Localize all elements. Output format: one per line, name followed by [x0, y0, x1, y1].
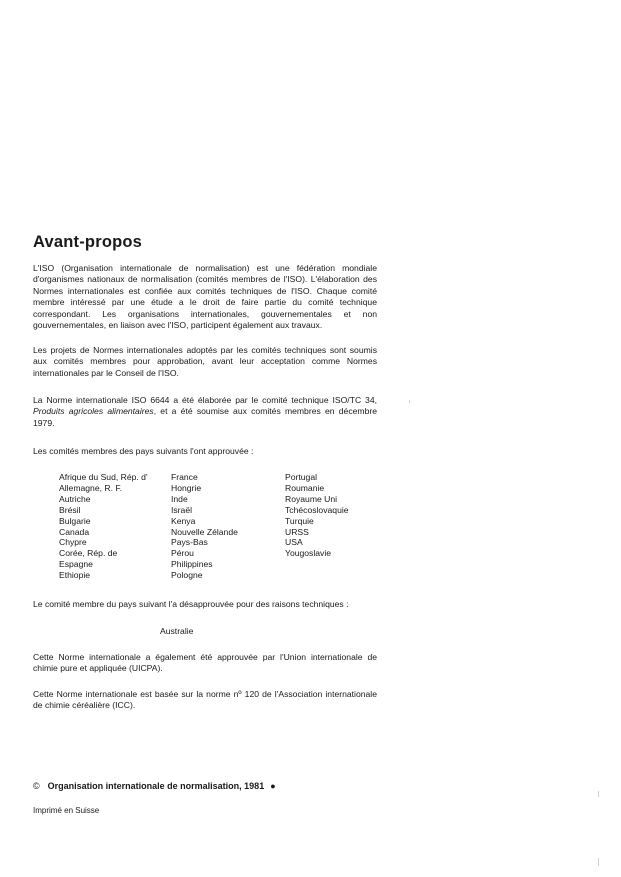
- paragraph-icc-basis: Cette Norme internationale est basée sur la norme nº 120 de l'Association internationale de chimie céréalière (ICC).: [33, 689, 377, 711]
- country-item: France: [171, 472, 198, 482]
- paragraph-iso-intro: L'ISO (Organisation internationale de normalisation) est une fédération mondiale d'organismes nationaux de normalisation (comités membres de l'ISO). L'élaboration des Normes internationales est confiée aux comités techniques de l'ISO. Chaque comité membre intéressé par une étude a le droit de faire partie du comité technique correspondant. Les organisations internationales, gouvernementales et non gouvernementales, en liaison avec l'ISO, participent également aux travaux.: [33, 263, 377, 331]
- country-item: Roumanie: [285, 482, 325, 493]
- country-column-1: [59, 472, 148, 581]
- paragraph-standard-origin: [33, 395, 377, 429]
- country-item: Espagne: [59, 559, 93, 570]
- country-item: Autriche: [59, 493, 91, 504]
- scan-mark: [598, 858, 599, 866]
- committee-title: Produits agricoles alimentaires: [33, 406, 154, 417]
- scan-mark: [598, 791, 599, 797]
- country-item: Inde: [171, 493, 188, 504]
- country-item: Afrique du Sud, Rép. d': [59, 472, 148, 482]
- country-item: Canada: [59, 526, 90, 537]
- country-item: Pérou: [171, 548, 194, 559]
- copyright-text: Organisation internationale de normalisation, 1981: [47, 781, 265, 791]
- bullet-icon: ●: [270, 781, 276, 791]
- country-item: Turquie: [285, 515, 314, 526]
- country-column-2: [171, 472, 238, 581]
- printed-in-note: Imprimé en Suisse: [33, 806, 100, 815]
- country-item: Pologne: [171, 570, 203, 581]
- paragraph-disapproving-intro: Le comité membre du pays suivant l'a désapprouvée pour des raisons techniques :: [33, 599, 349, 609]
- country-item: Allemagne, R. F.: [59, 482, 123, 493]
- country-column-3: [285, 472, 349, 559]
- country-item: URSS: [285, 526, 309, 537]
- disapproving-country: Australie: [160, 626, 194, 636]
- country-item: Brésil: [59, 504, 81, 515]
- country-item: Royaume Uni: [285, 493, 338, 504]
- country-item: Bulgarie: [59, 515, 91, 526]
- country-item: Ethiopie: [59, 570, 91, 581]
- country-item: Pays-Bas: [171, 537, 208, 548]
- standard-origin-text-end: , et a été soumise aux comités membres en décembre 1979.: [33, 406, 377, 428]
- country-item: Nouvelle Zélande: [171, 526, 238, 537]
- country-item: Corée, Rép. de: [59, 548, 118, 559]
- country-item: Israël: [171, 504, 193, 515]
- standard-origin-text: La Norme internationale ISO 6644 a été élaborée par le comité technique ISO/TC 34,: [33, 395, 377, 405]
- country-item: Hongrie: [171, 482, 202, 493]
- paragraph-iupac: Cette Norme internationale a également été approuvée par l'Union internationale de chimie pure et appliquée (UICPA).: [33, 652, 377, 674]
- country-item: Chypre: [59, 537, 87, 548]
- country-item: Yougoslavie: [285, 548, 332, 559]
- page-title: Avant-propos: [33, 233, 143, 251]
- paragraph-approving-intro: Les comités membres des pays suivants l'ont approuvée :: [33, 446, 254, 456]
- copyright-symbol: ©: [33, 781, 40, 791]
- copyright-line: [33, 781, 276, 791]
- country-item: Tchécoslovaquie: [285, 504, 349, 515]
- country-item: Portugal: [285, 472, 318, 482]
- scan-mark: [409, 400, 410, 403]
- paragraph-draft-approval: Les projets de Normes internationales adoptés par les comités techniques sont soumis aux comités membres pour approbation, avant leur acceptation comme Normes internationales par le Conseil de l'ISO.: [33, 345, 377, 378]
- country-item: Philippines: [171, 559, 213, 570]
- country-item: USA: [285, 537, 303, 548]
- country-item: Kenya: [171, 515, 196, 526]
